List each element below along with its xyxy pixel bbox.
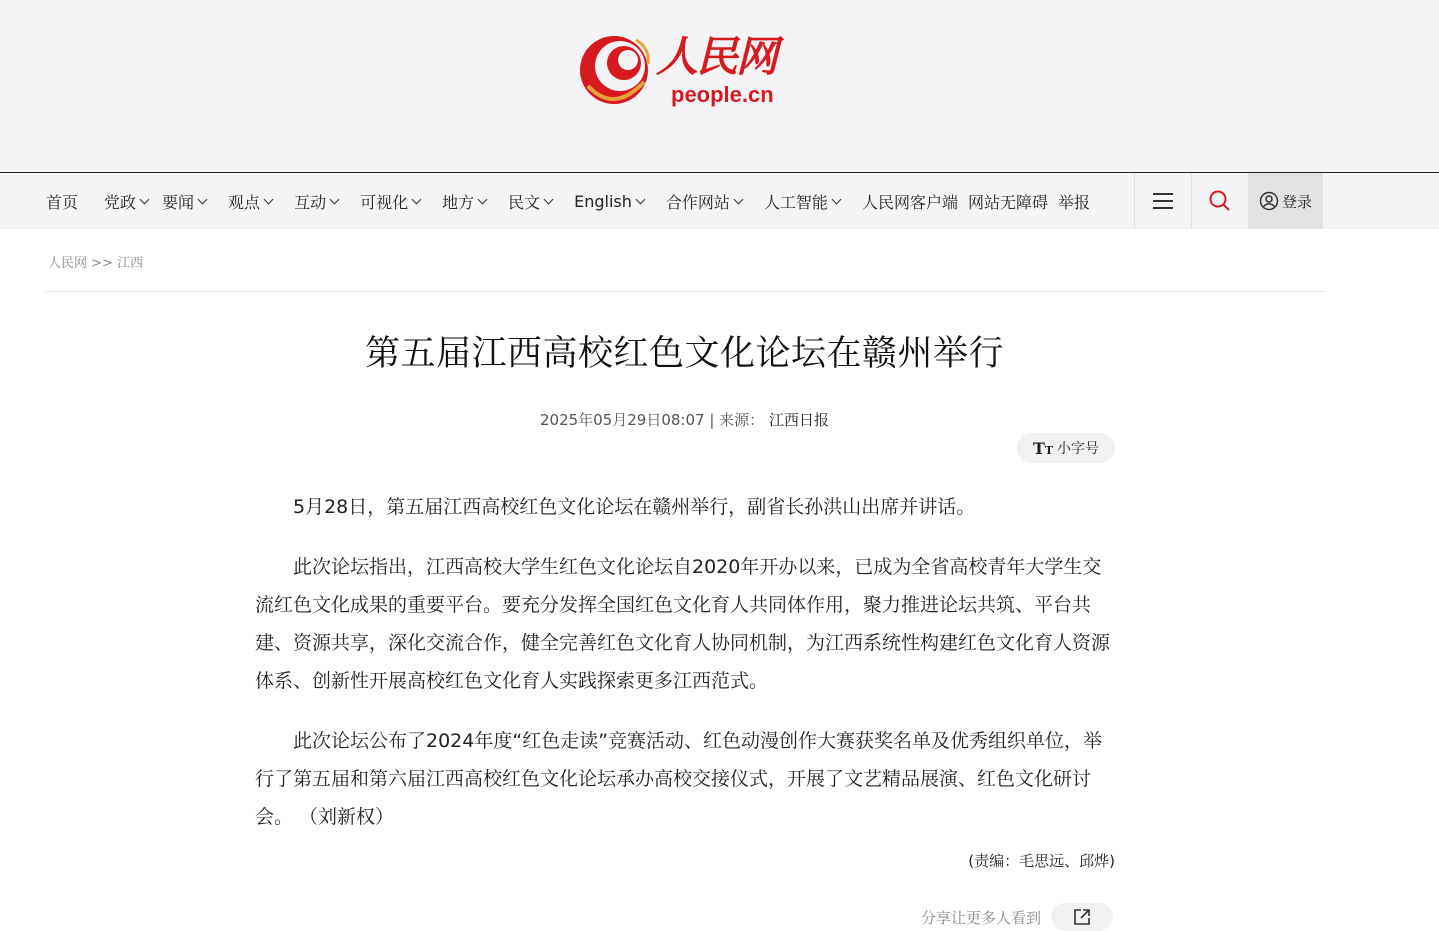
nav-item[interactable] — [1058, 190, 1090, 213]
nav-items — [46, 173, 1090, 229]
login-label: 登录 — [1281, 192, 1312, 211]
chevron-down-icon — [831, 194, 841, 204]
nav-item-label: 互动 — [294, 192, 327, 212]
logo-domain: people.cn — [671, 82, 774, 107]
menu-button[interactable] — [1134, 173, 1191, 229]
logo-emblem-icon — [578, 30, 654, 108]
chevron-down-icon — [412, 194, 422, 204]
login-button[interactable] — [1248, 173, 1323, 229]
logo-wordmark: 人民网 — [656, 32, 777, 81]
article-date: 2025年05月29日08:07 — [540, 411, 705, 429]
share-icon — [1073, 908, 1091, 926]
article-paragraph: 此次论坛公布了2024年度“红色走读”竞赛活动、红色动漫创作大赛获奖名单及优秀组织单位，举行了第五届和第六届江西高校红色文化论坛承办高校交接仪式，开展了文艺精品展演、红色文化研讨会。 （刘新权） — [255, 730, 1103, 828]
main-nav — [0, 172, 1439, 229]
site-header — [0, 0, 1439, 172]
breadcrumb-section-link[interactable]: 江西 — [117, 256, 144, 271]
article-paragraph: 5月28日，第五届江西高校红色文化论坛在赣州举行，副省长孙洪山出席并讲话。 — [293, 496, 976, 518]
chevron-down-icon — [544, 194, 554, 204]
nav-item-label: 人民网客户端 — [861, 192, 958, 212]
menu-icon — [1152, 192, 1174, 210]
nav-item[interactable] — [162, 190, 206, 213]
user-icon — [1259, 191, 1279, 211]
share-label: 分享让更多人看到 — [921, 908, 1042, 927]
nav-item[interactable] — [46, 190, 78, 213]
font-size-label: 小字号 — [1057, 441, 1100, 457]
nav-item-label: 人工智能 — [763, 192, 828, 212]
nav-item-label: 观点 — [228, 192, 261, 212]
nav-item-label: 举报 — [1057, 192, 1090, 212]
nav-item-label: 要闻 — [162, 192, 195, 212]
source-label: | 来源： — [709, 411, 765, 429]
article-meta — [0, 409, 1369, 430]
nav-item[interactable] — [442, 190, 486, 213]
nav-item[interactable] — [508, 190, 552, 213]
chevron-down-icon — [198, 194, 208, 204]
nav-tools — [1134, 173, 1323, 229]
breadcrumb — [48, 252, 143, 271]
nav-item[interactable] — [666, 190, 742, 213]
nav-item[interactable] — [360, 190, 420, 213]
nav-item[interactable] — [764, 190, 840, 213]
search-button[interactable] — [1191, 173, 1248, 229]
nav-item[interactable] — [294, 190, 338, 213]
people-cn-logo[interactable] — [578, 26, 794, 110]
nav-item-label: 首页 — [46, 192, 79, 212]
nav-item-label: 党政 — [104, 192, 137, 212]
breadcrumb-separator: >> — [91, 256, 113, 271]
breadcrumb-divider — [45, 291, 1325, 292]
chevron-down-icon — [635, 194, 645, 204]
chevron-down-icon — [478, 194, 488, 204]
chevron-down-icon — [733, 194, 743, 204]
nav-item[interactable] — [968, 190, 1048, 213]
nav-item-label: 合作网站 — [665, 192, 730, 212]
chevron-down-icon — [264, 194, 274, 204]
editor-credit: (责编：毛思远、邱烨) — [968, 852, 1115, 870]
nav-item[interactable] — [104, 190, 148, 213]
nav-item-label: 可视化 — [360, 192, 409, 212]
nav-item[interactable] — [862, 190, 958, 213]
nav-item[interactable] — [574, 192, 644, 211]
font-size-toggle-button[interactable] — [1017, 433, 1115, 463]
nav-item-label: English — [574, 191, 632, 211]
nav-item[interactable] — [228, 190, 272, 213]
article-body — [255, 488, 1115, 858]
share-button[interactable] — [1051, 903, 1113, 931]
chevron-down-icon — [140, 194, 150, 204]
breadcrumb-home-link[interactable]: 人民网 — [48, 256, 88, 271]
font-size-icon: TT — [1032, 438, 1054, 458]
chevron-down-icon — [330, 194, 340, 204]
nav-item-label: 网站无障碍 — [967, 192, 1048, 212]
nav-item-label: 地方 — [442, 192, 475, 212]
nav-item-label: 民文 — [508, 192, 541, 212]
share-bar — [921, 903, 1113, 931]
search-icon — [1208, 189, 1232, 213]
article-title: 第五届江西高校红色文化论坛在赣州举行 — [364, 334, 1004, 374]
article-paragraph: 此次论坛指出，江西高校大学生红色文化论坛自2020年开办以来，已成为全省高校青年大学生交流红色文化成果的重要平台。要充分发挥全国红色文化育人共同体作用，聚力推进论坛共筑、平台共建、资源共享，深化交流合作，健全完善红色文化育人协同机制，为江西系统性构建红色文化育人资源体系、创新性开展高校红色文化育人实践探索更多江西范式。 — [255, 556, 1111, 692]
source-link[interactable]: 江西日报 — [768, 411, 829, 429]
